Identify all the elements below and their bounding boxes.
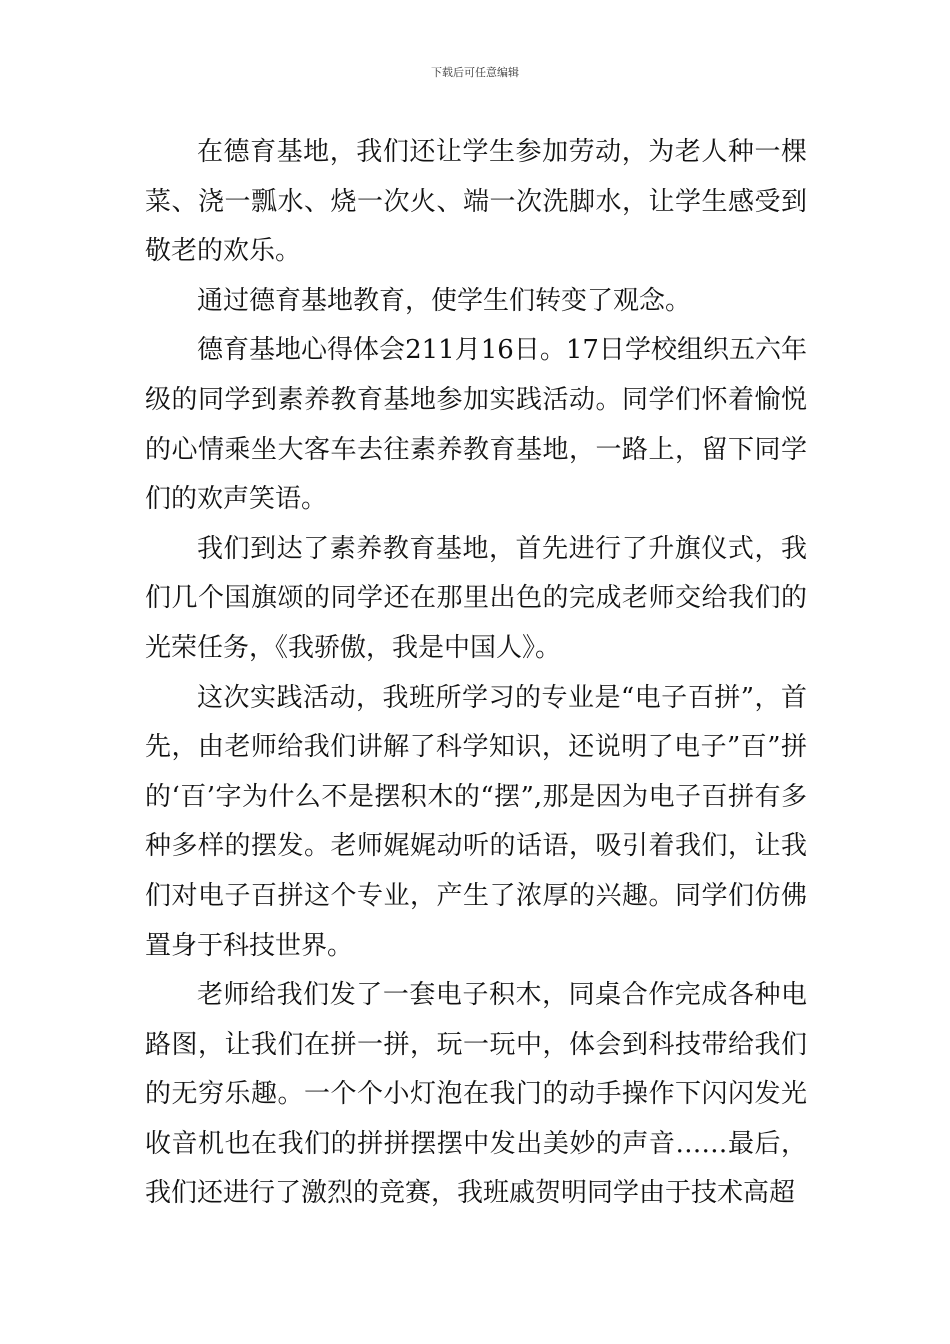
document-body <box>145 128 807 1219</box>
paragraph: 德育基地心得体会211月16日。17日学校组织五六年级的同学到素养教育基地参加实践活动。同学们怀着愉悦的心情乘坐大客车去往素养教育基地，一路上，留下同学们的欢声笑语。 <box>145 335 807 515</box>
paragraph: 在德育基地，我们还让学生参加劳动，为老人种一棵菜、浇一瓢水、烧一次火、端一次洗脚水，让学生感受到敬老的欢乐。 <box>145 137 807 267</box>
page-header-note: 下载后可任意编辑 <box>431 66 519 79</box>
paragraph: 通过德育基地教育，使学生们转变了观念。 <box>197 285 692 316</box>
paragraph: 我们到达了素养教育基地，首先进行了升旗仪式，我们几个国旗颂的同学还在那里出色的完成老师交给我们的光荣任务，《我骄傲，我是中国人》。 <box>145 533 807 663</box>
paragraph: 老师给我们发了一套电子积木，同桌合作完成各种电路图，让我们在拼一拼，玩一玩中，体会到科技带给我们的无穷乐趣。一个个小灯泡在我门的动手操作下闪闪发光收音机也在我们的拼拼摆摆中发出美妙的声音……最后，我们还进行了激烈的竞赛，我班戚贺明同学由于技术高超 <box>145 980 807 1209</box>
paragraph: 这次实践活动，我班所学习的专业是“电子百拼”，首先，由老师给我们讲解了科学知识，还说明了电子”百”拼的‘百’字为什么不是摆积木的“摆”,那是因为电子百拼有多种多样的摆发。老师娓娓动听的话语，吸引着我们，让我们对电子百拼这个专业，产生了浓厚的兴趣。同学们仿佛置身于科技世界。 <box>145 682 807 961</box>
